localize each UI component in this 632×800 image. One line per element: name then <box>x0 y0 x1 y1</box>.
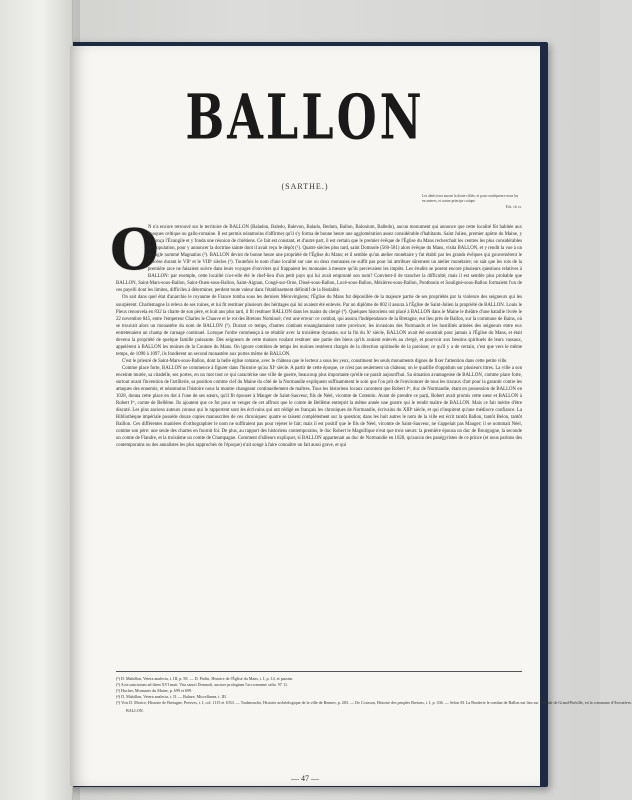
footnotes <box>116 671 632 714</box>
footnote: (³) Hucher, Monnaies du Maine, p. 699 et 699. <box>116 688 193 693</box>
footnote: (²) Acta sanctorum ad diem XVI maii. Vita sancti Domnoli, auctore prologium l'acccomnme calio. Nº 11. <box>116 682 289 687</box>
paragraph: C'est le prieuré de Saint-Mars-sous-Ballon, dont la belle église romane, avec le château que le lecteur a sous les yeux, constituent les seuls monuments dignes de fixer l'attention dans cette petite ville. <box>122 358 508 364</box>
page-title: BALLON <box>185 80 425 154</box>
book-page <box>70 46 632 786</box>
body-text <box>110 217 522 450</box>
epigraph-text: Les aînés terra auront la doute cilités, et pour contéquence nous les en auteres, et contre principe cotiqne. <box>422 194 519 203</box>
epigraph-source: Eck. ch. ix. <box>505 205 522 210</box>
paragraph: Comme place forte, BALLON ne commence à figurer dans l'histoire qu'au XIᵉ siècle. A partir de cette époque, ce n'est pas seulement un château; on le qualifie d'oppidum sur plusieurs titres. La ville a son enceinte murée, sa citadelle, ses portes, en un mot tout ce qui caractérise une ville de guerre, beaucoup plus importante qu'elle ne paraît aujourd'hui. Sa situation avantageuse de BALLON, comme place forte, surtout avant l'invention de l'artillerie, sa position comme clef du Maine du côté de la Normandie expliquent suffisamment le soin que l'on prit de l'environner de tous les travaux d'art pour la garantir contre les attaques des ennemis; et néanmoins l'histoire nous la montre changeant continuellement de maîtres. Tous les historiens locaux racontent que Robert Iᵉʳ, duc de Normandie, étant en possession de BALLON en 1028, donna cette place en dot à l'une de ses sœurs, qu'il fit épouser à Mauger de Saint-Sauveur, fils de Néel, vicomte de Cotentin. Avant de prendre ce parti, Robert avait promis cette sœur et BALLON à Robert Iᵉʳ, comte de Bellême. Ils ajoutent que ce fut pour se venger de cet affront que le comte de Bellême entreprit la même année une guerre qui le rendit maître de BALLON. Mais ce fait mérite d'être discuté. Les plus anciens auteurs connus qui le rapportent sont les écrivains qui ont rédigé en français les chroniques de Normandie, écrivains du XIIIᵉ siècle, et qui n'inspirent qu'une médiocre confiance. La Bibliothèque impériale possède douze copies manuscrites de ces chroniques: quatre se taisent complètement sur la question; dans les huit autres le nom de la ville est écrit tantôt Ballon, tantôt Belon, tantôt Baillon. Ces différentes manières d'orthographier le nom ne suffiraient pas pour rejeter le fait; mais il est positif que le fils de Néel, vicomte de Saint-Sauveur, ne s'appelait pas Mauger; il se nommait Néel, comme son père: une seule des chartes en fournit foi. De plus, au rapport des historiens contemporains, le duc Robert le Magnifique n'eut que trois sœurs: la première épousa un duc de Bourgogne, la seconde un comte de Flandre, et la troisième un comte de Champagne. Comment d'ailleurs expliquer, si BALLON appartenait au duc de Normandie en 1028, qu'aucun des panégyristes de ce prince (et nous parlons des contemporains ou des annalistes les plus rapprochés de l'époque) n'ait songé à faire connaître un fait aussi grave, et qui <box>116 365 522 449</box>
paragraph: On sait dans quel état d'anarchie le royaume de France tomba sous les derniers Mérovingiens; l'Église du Mans fut dépouillée de la majeure partie de ses propriétés par la violence des seigneurs qui les usurpèrent. Charlemagne la releva de ses ruines, et lui fit restituer plusieurs des héritages qui lui avaient été enlevés. Par un diplôme de 802 il assura à l'Église de Saint-Julien la propriété de BALLON. Louis le Pieux renouvela en 832 la charte de son père, et huit ans plus tard, il fit restituer BALLON dans les mains du clergé (⁴). Quelques historiens ont placé à BALLON dans le Maine le théâtre d'une bataille livrée le 22 novembre 845, entre l'empereur Charles le Chauve et le roi des Bretons Nominoë; c'est une erreur: ce combat, qui assura l'indépendance de la Bretagne, eut lieu près de Ballon, sur la commune de Bains, où se trouvait alors un monastère du nom de BALLON (⁵). Durant ce temps, d'autres combats ensanglantaient notre province; les invasions des Normands et les hostilités armées des seigneurs entre eux entretenaient un champ de carnage continuel. Lorsque l'ordre commença à se rétablir avec la troisième dynastie, sur la fin du Xᵉ siècle, BALLON avait été soustrait pour jamais à l'Église du Mans, et était devenu la propriété de quelque famille puissante. Des seigneurs de cette maison voulant restituer une partie des biens qu'ils avaient enlevés au clergé, et pourvoir aux besoins spirituels de leurs vassaux, appelèrent à BALLON les moines de la Couture du Mans. On ignore combien de temps les moines restèrent chargés de la direction spirituelle de la paroisse; ce qu'il y a de certain, c'est que vers le même temps, de 1090 à 1097, ils fondèrent un second monastère aux portes même de BALLON. <box>116 295 522 357</box>
footnote: (⁴) D. Mabillon, Vetera analecta, t. II. — Baluze, Miscellanea, t. III. <box>116 694 227 699</box>
footnote: (⁵) Voir D. Morice, Histoire de Bretagne, Preuves, t. I, col. 1115 et 1033. — Toulmouche, Histoire archéologique de la ville de Rennes, p. 283. — De Courson, Histoire des peuples Bretons, t. I, p. 336. — Selon M. La Borderie le combat de Ballon eut lieu sur la lande de Grand-Brésille, en la commune d'Avessières. <box>116 700 632 705</box>
footnote: (¹) D. Mabillon, Vetera analecta, t. III, p. 58. — D. Piolin, Histoire de l'Église du Mans, t. I, p. 14, et passim. <box>116 676 294 681</box>
page-number: — 47 — <box>291 774 319 783</box>
epigraph <box>422 194 522 210</box>
dropcap-letter: O <box>110 217 159 283</box>
paragraph: O N n'a encore retrouvé sur le territoire de BALLON (Baladon, Baledo, Balevon, Balado, Bedum, Ballon, Balonium, Balledo), aucun monument qui annonce que cette localité fût habitée aux époques celtique ou gallo-romaine. Il est permis néanmoins d'affirmer qu'il s'y forma de bonne heure une agglomération assez considérable d'habitants. Saint Julien, premier apôtre du Maine, y annonça l'Évangile et y fonda une réunion de chrétiens. Ce fait est constant, et d'autre part, il est certain que le premier évêque de l'Église du Mans recherchait les centres les plus considérables de population, pour y annoncer la doctrine sainte dont il avait reçu le dépôt (¹). Quatre siècles plus tard, saint Domnole (560-581) alors évêque du Mans, visita BALLON, et y rendit la vue à un aveugle nommé Magnatius (²). BALLON devint de bonne heure une propriété de l'Église du Mans; et il semble qu'un atelier monétaire y fut établi par les grands évêques qui gouvernèrent le diocèse durant le VIIᵉ et le VIIIᵉ siècles (³). Toutefois le nom d'une localité sur une ou deux monnaies ne suffit pas pour lui attribuer sûrement un atelier monétaire; on sait que les rois de la première race ne faisaient suivre dans leurs voyages d'ouvriers qui frappaient les monnaies à mesure qu'ils percevaient les impôts. Les érudits se posent encore plusieurs questions relatives à BALLON: par exemple, cette localité n'a-t-elle été le chef-lieu d'un petit pays qui lui avait emprunté son nom? Convient-il de trancher la difficulté; mais il est semble plus probable que BALLON, Saint-Mars-sous-Ballon, Saint-Ouen-sous-Ballon, Saint-Aignan, Congé-sur-Orne, Dissé-sous-Ballon, Lucé-sous-Ballon, Mézières-sous-Ballon, Pontbouin et Souligné-sous-Ballon formaient l'un de ces payelli dont les limites, difficiles à déterminer, perdent toute valeur dans l'établissement définitif de la féodalité. <box>110 217 522 294</box>
page-subtitle: (SARTHE.) <box>281 182 329 191</box>
signature: BALLON. <box>126 708 144 713</box>
